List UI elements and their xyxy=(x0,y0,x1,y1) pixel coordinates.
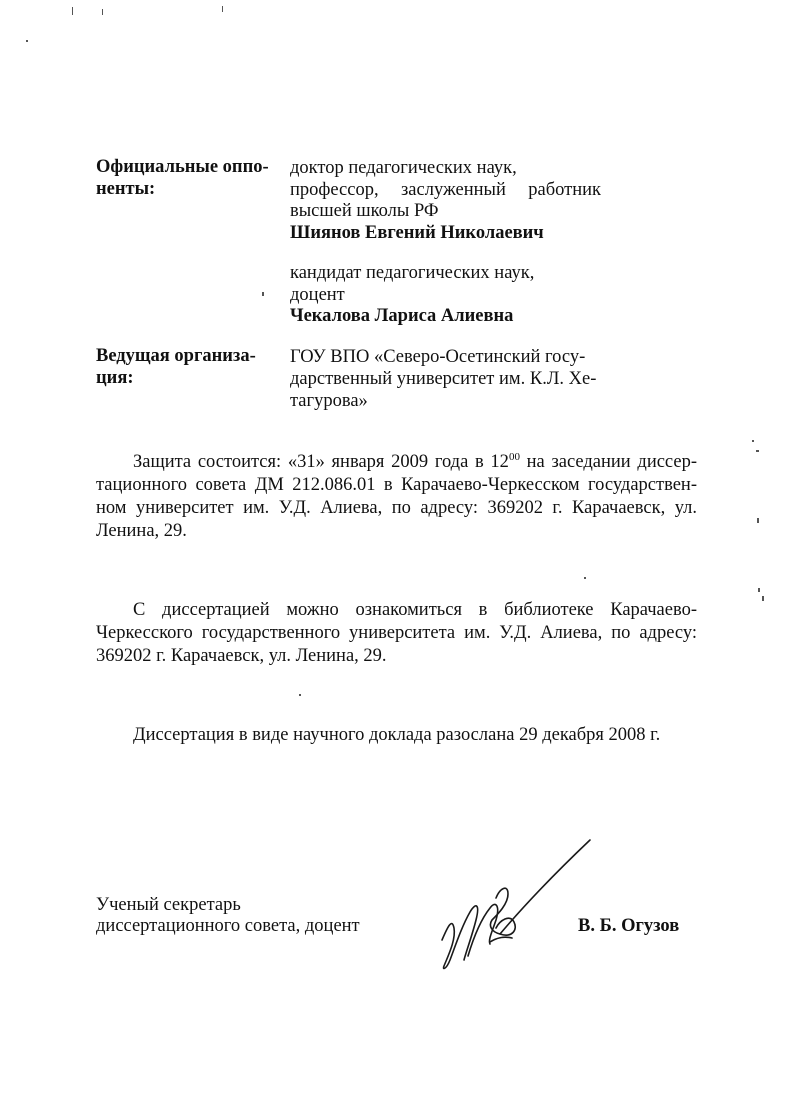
lead-org-line2: дарственный университет им. К.Л. Хе- xyxy=(290,369,597,389)
defense-time-minutes: 00 xyxy=(508,451,520,463)
opponent-first-title-word: работник xyxy=(528,180,602,200)
secretary-title-line2: диссертационного совета, доцент xyxy=(96,916,360,936)
opponent-first-title-word: заслуженный xyxy=(401,180,506,200)
secretary-title-line1: Ученый секретарь xyxy=(96,895,241,915)
lead-org-label-line1: Ведущая организа- xyxy=(96,346,256,366)
defense-line2: тационного совета ДМ 212.086.01 в Карачаево-Черкесском государствен- xyxy=(96,475,697,495)
library-line1: С диссертацией можно ознакомиться в библиотеке Карачаево- xyxy=(133,600,697,620)
defense-line3: ном университет им. У.Д. Алиева, по адресу: 369202 г. Карачаевск, ул. xyxy=(96,498,697,518)
mailed-statement: Диссертация в виде научного доклада разослана 29 декабря 2008 г. xyxy=(133,725,661,745)
signature-image xyxy=(430,828,600,973)
defense-line1-rest: на заседании диссер- xyxy=(519,452,697,472)
lead-org-label-line2: ция: xyxy=(96,368,134,388)
opponent-first-school: высшей школы РФ xyxy=(290,201,439,221)
defense-line1 xyxy=(133,451,697,474)
opponents-label-line1: Официальные оппо- xyxy=(96,157,269,177)
opponent-first-degree: доктор педагогических наук, xyxy=(290,158,517,178)
defense-line1-text: Защита состоится: «31» января 2009 года в 12 xyxy=(133,452,509,472)
library-line2: Черкесского государственного университета им. У.Д. Алиева, по адресу: xyxy=(96,623,697,643)
lead-org-line1: ГОУ ВПО «Северо-Осетинский госу- xyxy=(290,347,586,367)
lead-org-label xyxy=(96,345,256,389)
opponents-label xyxy=(96,156,269,200)
defense-line4: Ленина, 29. xyxy=(96,521,187,541)
opponent-second-title: доцент xyxy=(290,285,345,305)
opponent-first-titles xyxy=(290,179,601,201)
opponent-first-title-word: профессор, xyxy=(290,180,379,200)
secretary-name: В. Б. Огузов xyxy=(578,916,680,936)
opponents-label-line2: ненты: xyxy=(96,179,156,199)
opponent-second-degree: кандидат педагогических наук, xyxy=(290,263,535,283)
library-line3: 369202 г. Карачаевск, ул. Ленина, 29. xyxy=(96,646,387,666)
opponent-first-name: Шиянов Евгений Николаевич xyxy=(290,223,544,243)
lead-org-line3: тагурова» xyxy=(290,391,368,411)
opponent-second-name: Чекалова Лариса Алиевна xyxy=(290,306,514,326)
